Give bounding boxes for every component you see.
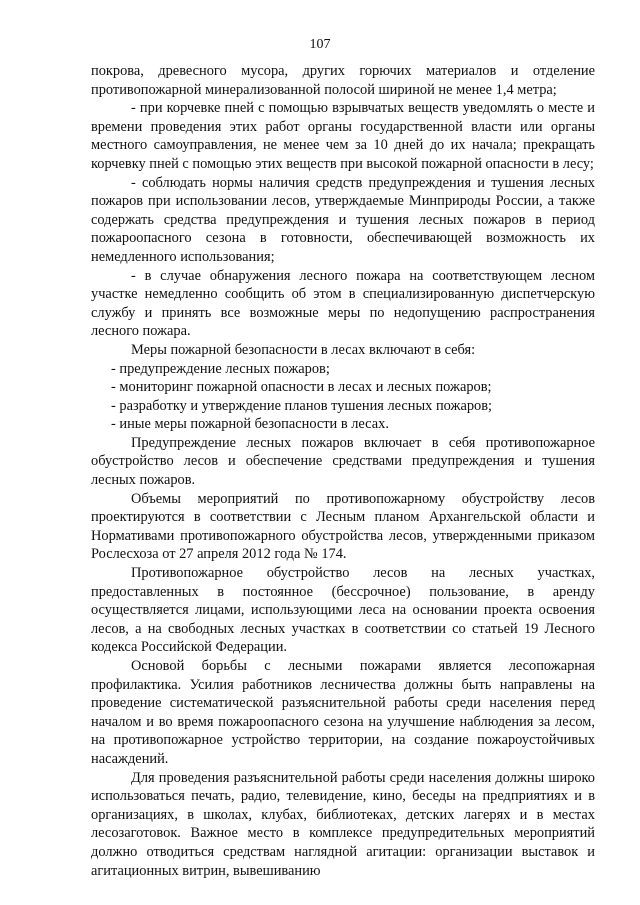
list-item: - мониторинг пожарной опасности в лесах и лесных пожаров; bbox=[111, 379, 492, 396]
body-text bbox=[91, 62, 595, 880]
paragraph: - при корчевке пней с помощью взрывчатых веществ уведомлять о месте и времени проведения этих работ органы государственной власти или органы местного самоуправления, не менее чем за 10 дней до их начала; прекращать корчевку пней с помощью этих веществ при высокой пожарной опасности в лесу; bbox=[91, 100, 595, 172]
paragraph: Основой борьбы с лесными пожарами является лесопожарная профилактика. Усилия работников лесничества должны быть направлены на проведение систематической разъяснительной работы среди населения перед началом и во время пожароопасного сезона на улучшение наблюдения за лесом, на противопожарное устройство территории, на создание пожароустойчивых насаждений. bbox=[91, 658, 595, 767]
page-number: 107 bbox=[309, 37, 331, 52]
paragraph: покрова, древесного мусора, других горючих материалов и отделение противопожарной минерализованной полосой шириной не менее 1,4 метра; bbox=[91, 63, 595, 98]
paragraph: - соблюдать нормы наличия средств предупреждения и тушения лесных пожаров при использовании лесов, утверждаемые Минприроды России, а также содержать средства предупреждения и тушения лесных пожаров в период пожароопасного сезона в готовности, обеспечивающей возможность их немедленного использования; bbox=[91, 174, 595, 265]
list-item: - предупреждение лесных пожаров; bbox=[111, 360, 330, 377]
list-item: - разработку и утверждение планов тушения лесных пожаров; bbox=[111, 397, 493, 414]
paragraph: - в случае обнаружения лесного пожара на соответствующем лесном участке немедленно сообщить об этом в специализированную диспетчерскую службу и принять все возможные меры по недопущению распространения лесного пожара. bbox=[91, 267, 595, 340]
paragraph: Меры пожарной безопасности в лесах включают в себя: bbox=[131, 341, 476, 358]
paragraph: Предупреждение лесных пожаров включает в себя противопожарное обустройство лесов и обеспечение средствами предупреждения и тушения лесных пожаров. bbox=[91, 434, 595, 489]
paragraph: Для проведения разъяснительной работы среди населения должны широко использоваться печать, радио, телевидение, кино, беседы на предприятиях и в организациях, в школах, клубах, библиотеках, детских лагерях и в местах лесозаготовок. Важное место в комплексе предупредительных мероприятий должно отводиться средствам наглядной агитации: организации выставок и агитационных витрин, вывешиванию bbox=[91, 769, 595, 879]
paragraph: Противопожарное обустройство лесов на лесных участках, предоставленных в постоянное (бессрочное) пользование, в аренду осуществляется лицами, использующими леса на основании проекта освоения лесов, а на свободных лесных участках в соответствии со статьей 19 Лесного кодекса Российской Федерации. bbox=[91, 565, 595, 656]
list-item: - иные меры пожарной безопасности в лесах. bbox=[111, 416, 389, 433]
paragraph: Объемы мероприятий по противопожарному обустройству лесов проектируются в соответствии с Лесным планом Архангельской области и Нормативами противопожарного обустройства лесов, утвержденными приказом Рослесхоза от 27 апреля 2012 года № 174. bbox=[91, 490, 595, 563]
